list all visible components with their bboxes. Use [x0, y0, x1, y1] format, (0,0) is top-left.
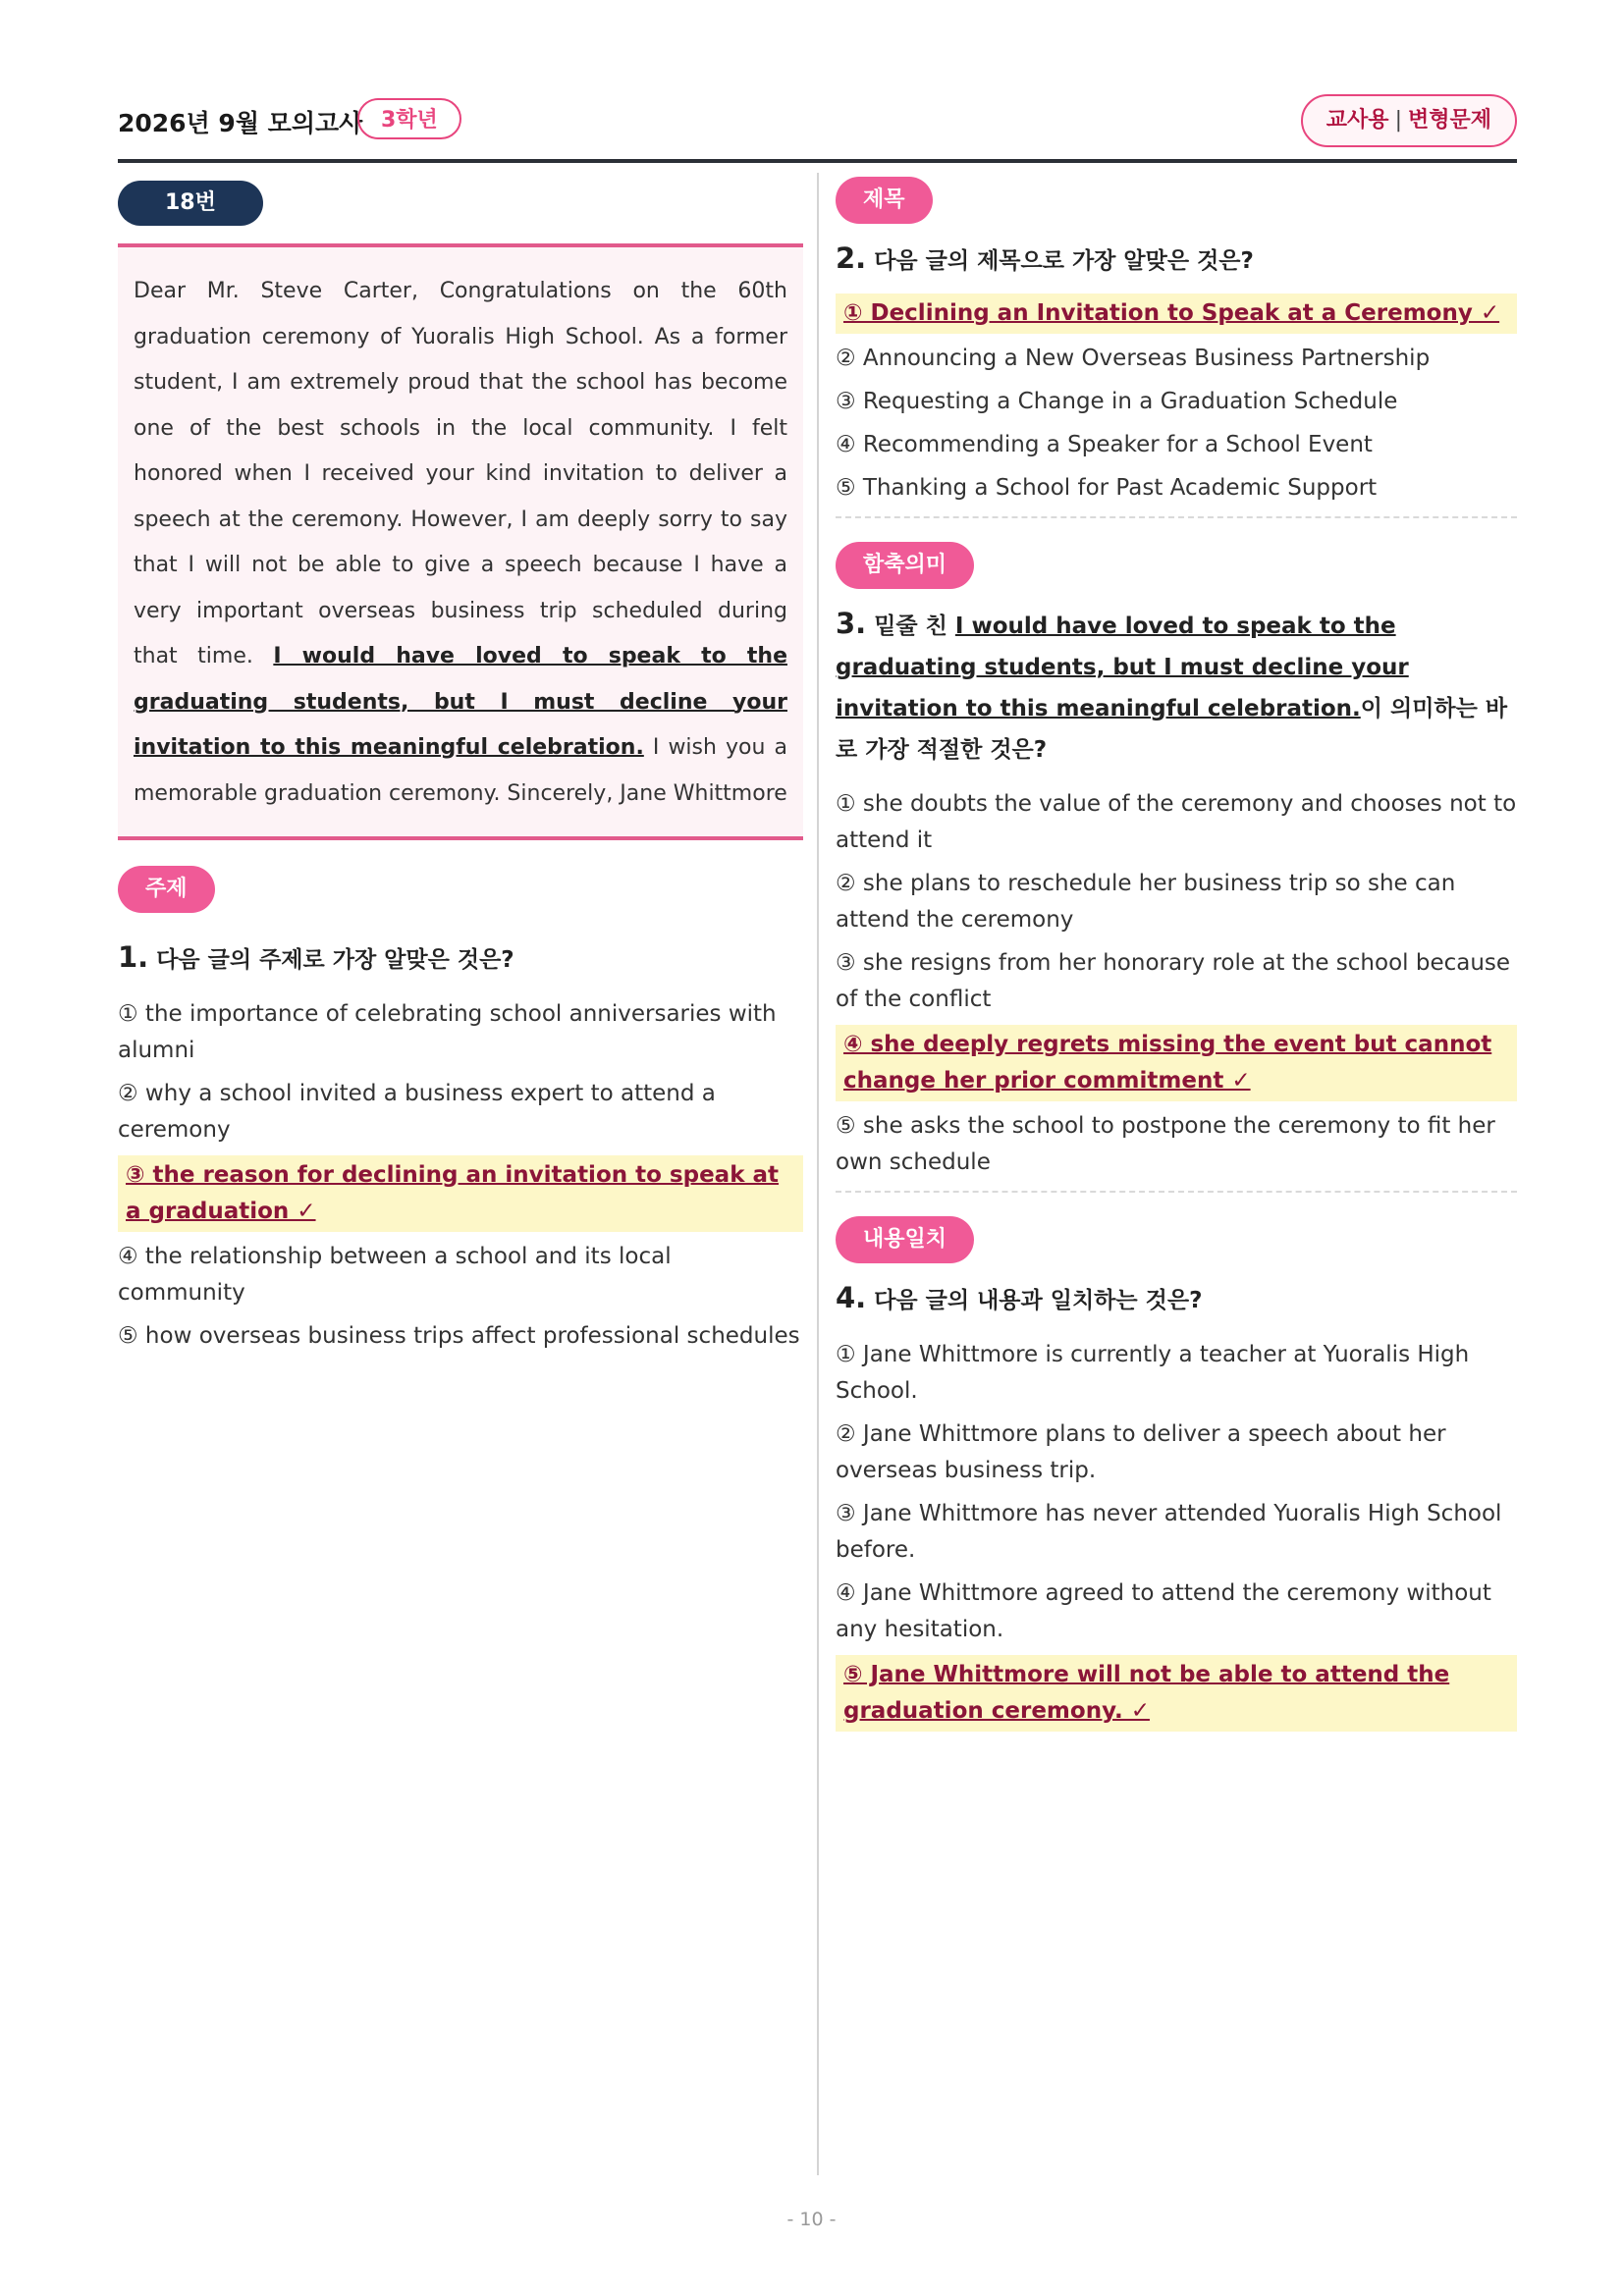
q1-option-5[interactable]: ⑤ how overseas business trips affect professional schedules [118, 1323, 800, 1349]
edition-type: 변형문제 [1407, 108, 1491, 133]
q1-prompt-text: 다음 글의 주제로 가장 알맞은 것은? [156, 947, 514, 973]
passage-box [118, 243, 803, 840]
exam-title: 2026년 9월 모의고사 [118, 109, 363, 137]
q2-option-5[interactable]: ⑤ Thanking a School for Past Academic Support [836, 475, 1378, 501]
section-separator [836, 516, 1517, 518]
q1-option-2[interactable]: ② why a school invited a business expert to attend a ceremony [118, 1081, 716, 1143]
edition-label: 교사용 [1325, 108, 1389, 133]
q2-section [836, 177, 1517, 507]
q1-prompt [118, 936, 803, 981]
q2-option-1-answer[interactable]: ① Declining an Invitation to Speak at a Ceremony ✓ [836, 294, 1517, 334]
q3-tag: 함축의미 [836, 542, 974, 589]
q3-number: 3. [836, 607, 867, 640]
page-header [118, 94, 1517, 163]
q4-section [836, 1216, 1517, 1732]
q1-tag: 주제 [118, 866, 215, 913]
q3-option-3[interactable]: ③ she resigns from her honorary role at the school because of the conflict [836, 950, 1511, 1012]
q4-options [836, 1337, 1517, 1732]
q2-option-3[interactable]: ③ Requesting a Change in a Graduation Schedule [836, 389, 1398, 414]
q3-option-1[interactable]: ① she doubts the value of the ceremony and chooses not to attend it [836, 791, 1517, 853]
q4-option-5-answer[interactable]: ⑤ Jane Whittmore will not be able to attend the graduation ceremony. ✓ [836, 1655, 1517, 1732]
q3-prompt [836, 603, 1517, 771]
q2-option-4[interactable]: ④ Recommending a Speaker for a School Event [836, 432, 1373, 457]
q1-section [118, 866, 803, 1355]
q3-prompt-prefix: 밑줄 친 [874, 614, 955, 639]
q2-option-2[interactable]: ② Announcing a New Overseas Business Partnership [836, 346, 1431, 371]
section-separator [836, 1191, 1517, 1193]
q1-option-3-answer[interactable]: ③ the reason for declining an invitation to speak at a graduation ✓ [118, 1155, 803, 1232]
edition-badge [1301, 94, 1517, 147]
q4-tag: 내용일치 [836, 1216, 974, 1263]
grade-badge: 3학년 [357, 98, 461, 139]
q2-prompt-text: 다음 글의 제목으로 가장 알맞은 것은? [874, 248, 1254, 274]
q1-number: 1. [118, 940, 149, 974]
q4-option-2[interactable]: ② Jane Whittmore plans to deliver a speech about her overseas business trip. [836, 1421, 1446, 1483]
q3-option-5[interactable]: ⑤ she asks the school to postpone the ceremony to fit her own schedule [836, 1113, 1495, 1175]
q3-section [836, 542, 1517, 1181]
q4-number: 4. [836, 1281, 867, 1314]
q1-options [118, 996, 803, 1355]
q3-prompt-suffix: 이 의미하는 바로 가장 적절한 것은? [836, 696, 1508, 763]
q1-option-1[interactable]: ① the importance of celebrating school anniversaries with alumni [118, 1001, 777, 1063]
q1-option-4[interactable]: ④ the relationship between a school and its local community [118, 1244, 672, 1306]
q4-prompt [836, 1277, 1517, 1321]
q4-option-1[interactable]: ① Jane Whittmore is currently a teacher at Yuoralis High School. [836, 1342, 1470, 1404]
edition-separator: | [1394, 108, 1402, 133]
page-number: - 10 - [786, 2209, 837, 2230]
q4-option-3[interactable]: ③ Jane Whittmore has never attended Yuoralis High School before. [836, 1501, 1502, 1563]
q3-options [836, 786, 1517, 1181]
q3-option-2[interactable]: ② she plans to reschedule her business trip so she can attend the ceremony [836, 871, 1456, 933]
q4-prompt-text: 다음 글의 내용과 일치하는 것은? [874, 1288, 1203, 1313]
q3-prompt-underlined: I would have loved to speak to the graduating students, but I must decline your invitation to this meaningful celebration. [836, 614, 1409, 721]
right-column [836, 177, 1517, 1738]
passage-number-badge: 18번 [118, 181, 263, 226]
passage-underlined-sentence: I would have loved to speak to the graduating students, but I must decline your invitation to this meaningful celebration. [134, 644, 787, 760]
q2-number: 2. [836, 241, 867, 275]
left-column [118, 181, 803, 1362]
q4-option-4[interactable]: ④ Jane Whittmore agreed to attend the ceremony without any hesitation. [836, 1580, 1491, 1642]
column-divider [817, 173, 819, 2175]
passage-text-before: Dear Mr. Steve Carter, Congratulations on the 60th graduation ceremony of Yuoralis High School. As a former student, I am extremely proud that the school has become one of the best schools in the local community. I felt honored when I received your kind invitation to deliver a speech at the ceremony. However, I am deeply sorry to say that I will not be able to give a speech because I have a very important overseas business trip scheduled during that time. [134, 279, 787, 668]
q2-options [836, 294, 1517, 507]
q2-prompt [836, 238, 1517, 282]
passage-text-after: I wish you a memorable graduation ceremony. Sincerely, Jane Whittmore [134, 735, 787, 806]
q3-option-4-answer[interactable]: ④ she deeply regrets missing the event but cannot change her prior commitment ✓ [836, 1025, 1517, 1101]
q2-tag: 제목 [836, 177, 933, 224]
